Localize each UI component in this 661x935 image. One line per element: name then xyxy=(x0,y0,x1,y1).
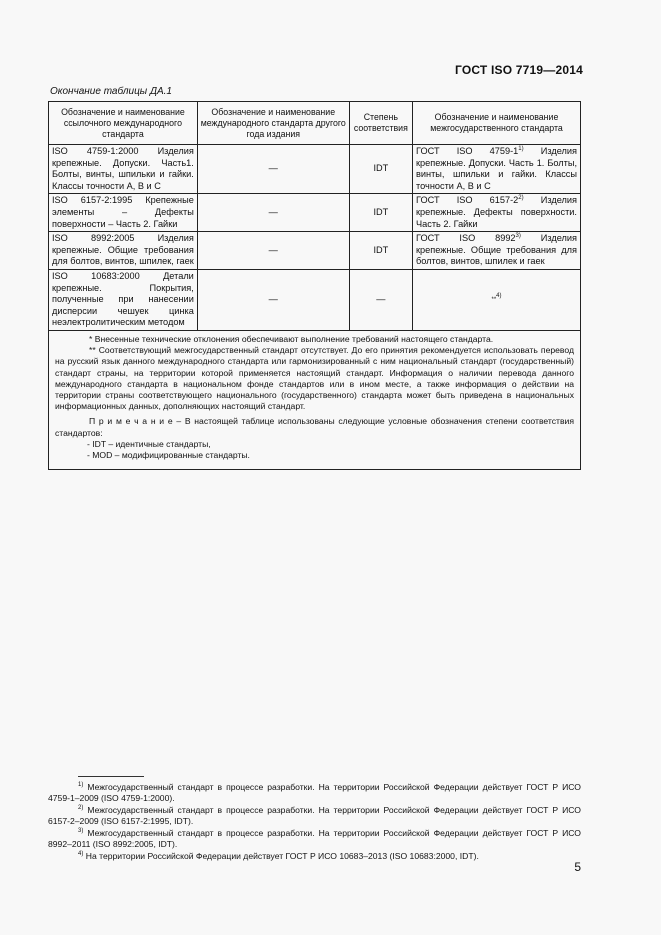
intl-standard-cell: — xyxy=(197,232,349,270)
table-row xyxy=(49,269,581,330)
table-row xyxy=(49,232,581,270)
degree-cell: IDT xyxy=(349,194,412,232)
ref-standard-cell: ISO 6157-2:1995 Крепежные элементы – Дефекты поверхности – Часть 2. Гайки xyxy=(49,194,198,232)
header-cell: Обозначение и наименование межгосударственного стандарта xyxy=(413,102,581,145)
legend-item-idt: - IDT – идентичные стандарты, xyxy=(87,438,211,449)
header-cell: Обозначение и наименование ссылочного международного стандарта xyxy=(49,102,198,145)
table-row xyxy=(49,145,581,194)
note-legend: П р и м е ч а н и е – В настоящей таблице использованы следующие условные обозначения степени соответствия стандартов: xyxy=(55,416,574,438)
intl-standard-cell: — xyxy=(197,194,349,232)
footnote-4: $^{4)}$ На территории Российской Федерации действует ГОСТ Р ИСО 10683–2013 (ISO 10683:2000, IDT). xyxy=(78,851,479,861)
table-row xyxy=(49,194,581,232)
degree-cell: — xyxy=(349,269,412,330)
ref-standard-cell: ISO 8992:2005 Изделия крепежные. Общие требования для болтов, винтов, шпилек, гаек xyxy=(49,232,198,270)
notes-row xyxy=(49,330,581,469)
legend-item-mod: - MOD – модифицированные стандарты. xyxy=(87,449,250,460)
page-number: 5 xyxy=(574,860,581,874)
intl-standard-cell: — xyxy=(197,269,349,330)
interstate-standard-cell: ГОСТ ISO 8992$^{3)}$ Изделия крепежные. Общие требования для болтов, винтов, шпилек и гаек xyxy=(413,232,581,270)
footnote-2: $^{2)}$ Межгосударственный стандарт в процессе разработки. На территории Российской Федерации действует ГОСТ Р ИСО 6157-2–2009 (ISO 6157-2:1995, IDT). xyxy=(48,805,581,827)
footnote-3: $^{3)}$ Межгосударственный стандарт в процессе разработки. На территории Российской Федерации действует ГОСТ Р ИСО 8992–2011 (ISO 8992:2005, IDT). xyxy=(48,828,581,850)
interstate-standard-cell: ГОСТ ISO 4759-1$^{1)}$ Изделия крепежные. Допуски. Часть 1. Болты, винты, шпильки и гайки. Классы точности А, В и С xyxy=(413,145,581,194)
ref-standard-cell: ISO 4759-1:2000 Изделия крепежные. Допуски. Часть1. Болты, винты, шпильки и гайки. Классы точности А, В и С xyxy=(49,145,198,194)
footnote-divider xyxy=(78,776,144,777)
table-notes xyxy=(49,330,581,469)
table-header-row xyxy=(49,102,581,145)
degree-cell: IDT xyxy=(349,232,412,270)
table-caption: Окончание таблицы ДА.1 xyxy=(50,86,172,97)
note-deviations: * Внесенные технические отклонения обеспечивают выполнение требований настоящего стандарта. xyxy=(89,333,494,344)
interstate-standard-cell: **$^{4)}$ xyxy=(413,269,581,330)
document-header: ГОСТ ISO 7719—2014 xyxy=(454,63,583,77)
header-cell: Степень соответствия xyxy=(349,102,412,145)
degree-cell: IDT xyxy=(349,145,412,194)
footnote-1: $^{1)}$ Межгосударственный стандарт в процессе разработки. На территории Российской Федерации действует ГОСТ Р ИСО 4759-1–2009 (ISO 4759-1:2000). xyxy=(48,782,581,804)
note-no-standard: ** Соответствующий межгосударственный стандарт отсутствует. До его принятия рекомендуется использовать перевод на русский язык данного международного стандарта или гармонизированный с ним национальный стандарт (государственный) стандарт страны, на территории которой применяется настоящий стандарт. Информация о наличии перевода данного международного стандарта в национальном фонде стандартов или в ином месте, а также информация о действии на территории страны соответствующего национального (государственного) стандарта может быть приведена в национальных информационных данных, дополняющих настоящий стандарт. xyxy=(55,345,574,412)
interstate-standard-cell: ГОСТ ISO 6157-2$^{2)}$ Изделия крепежные. Дефекты поверхности. Часть 2. Гайки xyxy=(413,194,581,232)
standards-table xyxy=(48,101,581,470)
ref-standard-cell: ISO 10683:2000 Детали крепежные. Покрытия, полученные при нанесении дисперсии чешуек цинка неэлектролитическим методом xyxy=(49,269,198,330)
header-cell: Обозначение и наименование международного стандарта другого года издания xyxy=(197,102,349,145)
intl-standard-cell: — xyxy=(197,145,349,194)
